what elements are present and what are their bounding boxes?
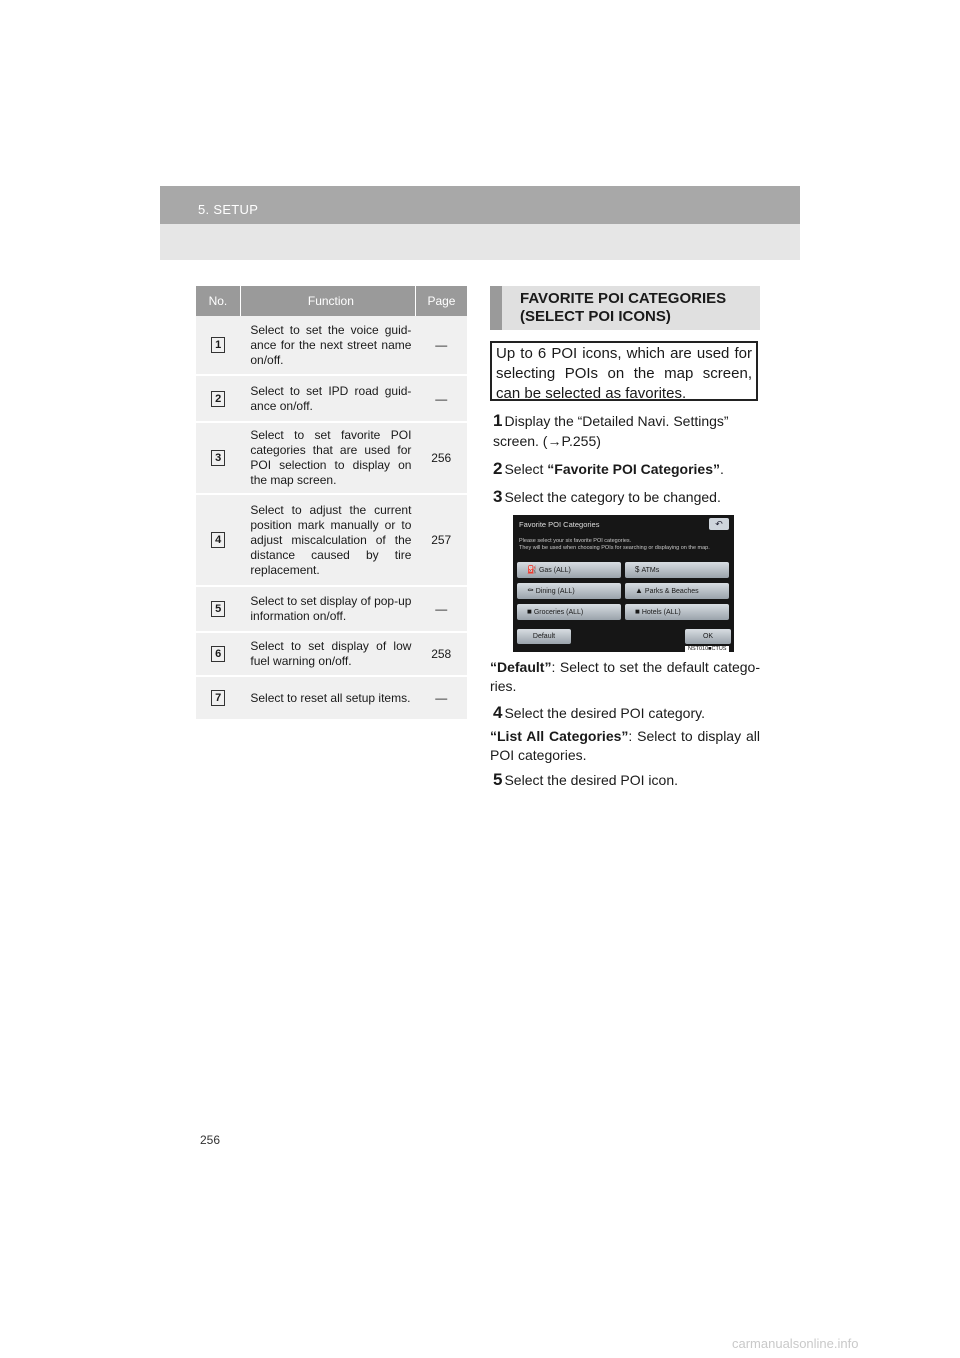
table-row bbox=[196, 375, 467, 422]
hotel-icon: ■ bbox=[635, 607, 640, 616]
screen-message-line: They will be used when choosing POIs for searching or displaying on the map. bbox=[519, 545, 710, 551]
list-all-note-label: “List All Categories” bbox=[490, 728, 629, 744]
row-page: — bbox=[415, 586, 467, 632]
row-function: Select to set display of pop-up information on/off. bbox=[240, 586, 415, 632]
section-label: 5. SETUP bbox=[198, 202, 259, 217]
header-band bbox=[160, 186, 800, 260]
park-icon: ▲ bbox=[635, 586, 643, 595]
default-note-label: “Default” bbox=[490, 659, 552, 675]
favorite-poi-screen-image bbox=[513, 515, 734, 652]
screen-button-label: Dining (ALL) bbox=[535, 588, 575, 595]
screen-button-parks bbox=[625, 583, 729, 599]
screen-button-atms bbox=[625, 562, 729, 578]
table-row bbox=[196, 494, 467, 586]
table-row bbox=[196, 422, 467, 494]
screen-message-line: Please select your six favorite POI categories. bbox=[519, 538, 632, 544]
table-row bbox=[196, 632, 467, 676]
table-header-page: Page bbox=[415, 286, 467, 316]
row-function: Select to reset all setup items. bbox=[240, 676, 415, 720]
step-number: 5 bbox=[493, 770, 503, 789]
screen-button-dining bbox=[517, 583, 621, 599]
screen-ok-button: OK bbox=[685, 629, 731, 644]
row-number-badge: 1 bbox=[211, 337, 225, 353]
row-function: Select to set display of low fuel warning on/off. bbox=[240, 632, 415, 676]
row-function: Select to set favorite POI categories that are used for POI selection to display on the map screen. bbox=[240, 422, 415, 494]
step-5 bbox=[493, 770, 759, 790]
intro-box: Up to 6 POI icons, which are used for selecting POIs on the map screen, can be selected as favorites. bbox=[490, 341, 758, 401]
screen-button-label: Parks & Beaches bbox=[644, 588, 699, 595]
row-number-badge: 3 bbox=[211, 450, 225, 466]
step-1 bbox=[493, 411, 759, 451]
table-row bbox=[196, 676, 467, 720]
step-text: Display the “Detailed Navi. Settings” screen. (→P.255) bbox=[493, 413, 729, 449]
settings-table bbox=[196, 286, 467, 721]
section-title: FAVORITE POI CATEGORIES (SELECT POI ICONS) bbox=[520, 290, 727, 325]
row-page: 256 bbox=[415, 422, 467, 494]
screen-title: Favorite POI Categories bbox=[519, 520, 600, 529]
watermark: carmanualsonline.info bbox=[732, 1336, 859, 1351]
row-page: — bbox=[415, 375, 467, 422]
table-header-function: Function bbox=[240, 286, 415, 316]
row-number-badge: 4 bbox=[211, 532, 225, 548]
row-function: Select to set IPD road guid-ance on/off. bbox=[240, 375, 415, 422]
step-text: Select bbox=[504, 461, 548, 477]
screen-button-label: Hotels (ALL) bbox=[641, 609, 681, 616]
default-note bbox=[490, 658, 760, 696]
list-all-note-text: : Select to display all POI categories. bbox=[490, 728, 760, 763]
header-bar bbox=[160, 186, 800, 224]
step-2 bbox=[493, 459, 759, 479]
screen-default-button: Default bbox=[517, 629, 571, 644]
step-3 bbox=[493, 487, 759, 507]
step-number: 2 bbox=[493, 459, 503, 478]
dining-icon: ⚰ bbox=[527, 586, 534, 595]
image-code: NST010■CTUS bbox=[685, 646, 729, 652]
screen-button-label: Gas (ALL) bbox=[538, 567, 571, 574]
row-number-badge: 7 bbox=[211, 690, 225, 706]
row-number-badge: 5 bbox=[211, 601, 225, 617]
page-number: 256 bbox=[200, 1133, 221, 1147]
step-number: 3 bbox=[493, 487, 503, 506]
step-text: Select the desired POI category. bbox=[504, 705, 705, 721]
step-4 bbox=[493, 703, 759, 723]
heading-accent-bar bbox=[490, 286, 502, 330]
table-row bbox=[196, 316, 467, 375]
screen-button-label: Groceries (ALL) bbox=[533, 609, 584, 616]
row-page: — bbox=[415, 316, 467, 375]
step-number: 1 bbox=[493, 411, 503, 430]
step-text: Select the category to be changed. bbox=[504, 489, 721, 505]
grocery-icon: ■ bbox=[527, 607, 532, 616]
screen-message bbox=[519, 538, 710, 552]
list-all-note bbox=[490, 727, 760, 765]
row-number-badge: 6 bbox=[211, 646, 225, 662]
row-page: 258 bbox=[415, 632, 467, 676]
screen-button-groceries bbox=[517, 604, 621, 620]
screen-button-hotels bbox=[625, 604, 729, 620]
step-bold-text: “Favorite POI Categories” bbox=[547, 461, 720, 477]
default-note-text: : Select to set the default catego-ries. bbox=[490, 659, 760, 694]
row-function: Select to adjust the current position mark manually or to adjust miscalculation of the distance caused by tire replacement. bbox=[240, 494, 415, 586]
row-number-badge: 2 bbox=[211, 391, 225, 407]
back-arrow-icon: ↶ bbox=[709, 518, 729, 530]
row-function: Select to set the voice guid-ance for the next street name on/off. bbox=[240, 316, 415, 375]
step-number: 4 bbox=[493, 703, 503, 722]
row-page: — bbox=[415, 676, 467, 720]
screen-button-gas bbox=[517, 562, 621, 578]
table-row bbox=[196, 586, 467, 632]
gas-icon: ⛽ bbox=[527, 565, 537, 574]
step-text-end: . bbox=[720, 461, 724, 477]
screen-button-label: ATMs bbox=[641, 567, 660, 574]
section-heading-box bbox=[490, 286, 760, 330]
step-text: Select the desired POI icon. bbox=[504, 772, 679, 788]
row-page: 257 bbox=[415, 494, 467, 586]
dollar-icon: $ bbox=[635, 565, 640, 574]
table-header-no: No. bbox=[196, 286, 240, 316]
